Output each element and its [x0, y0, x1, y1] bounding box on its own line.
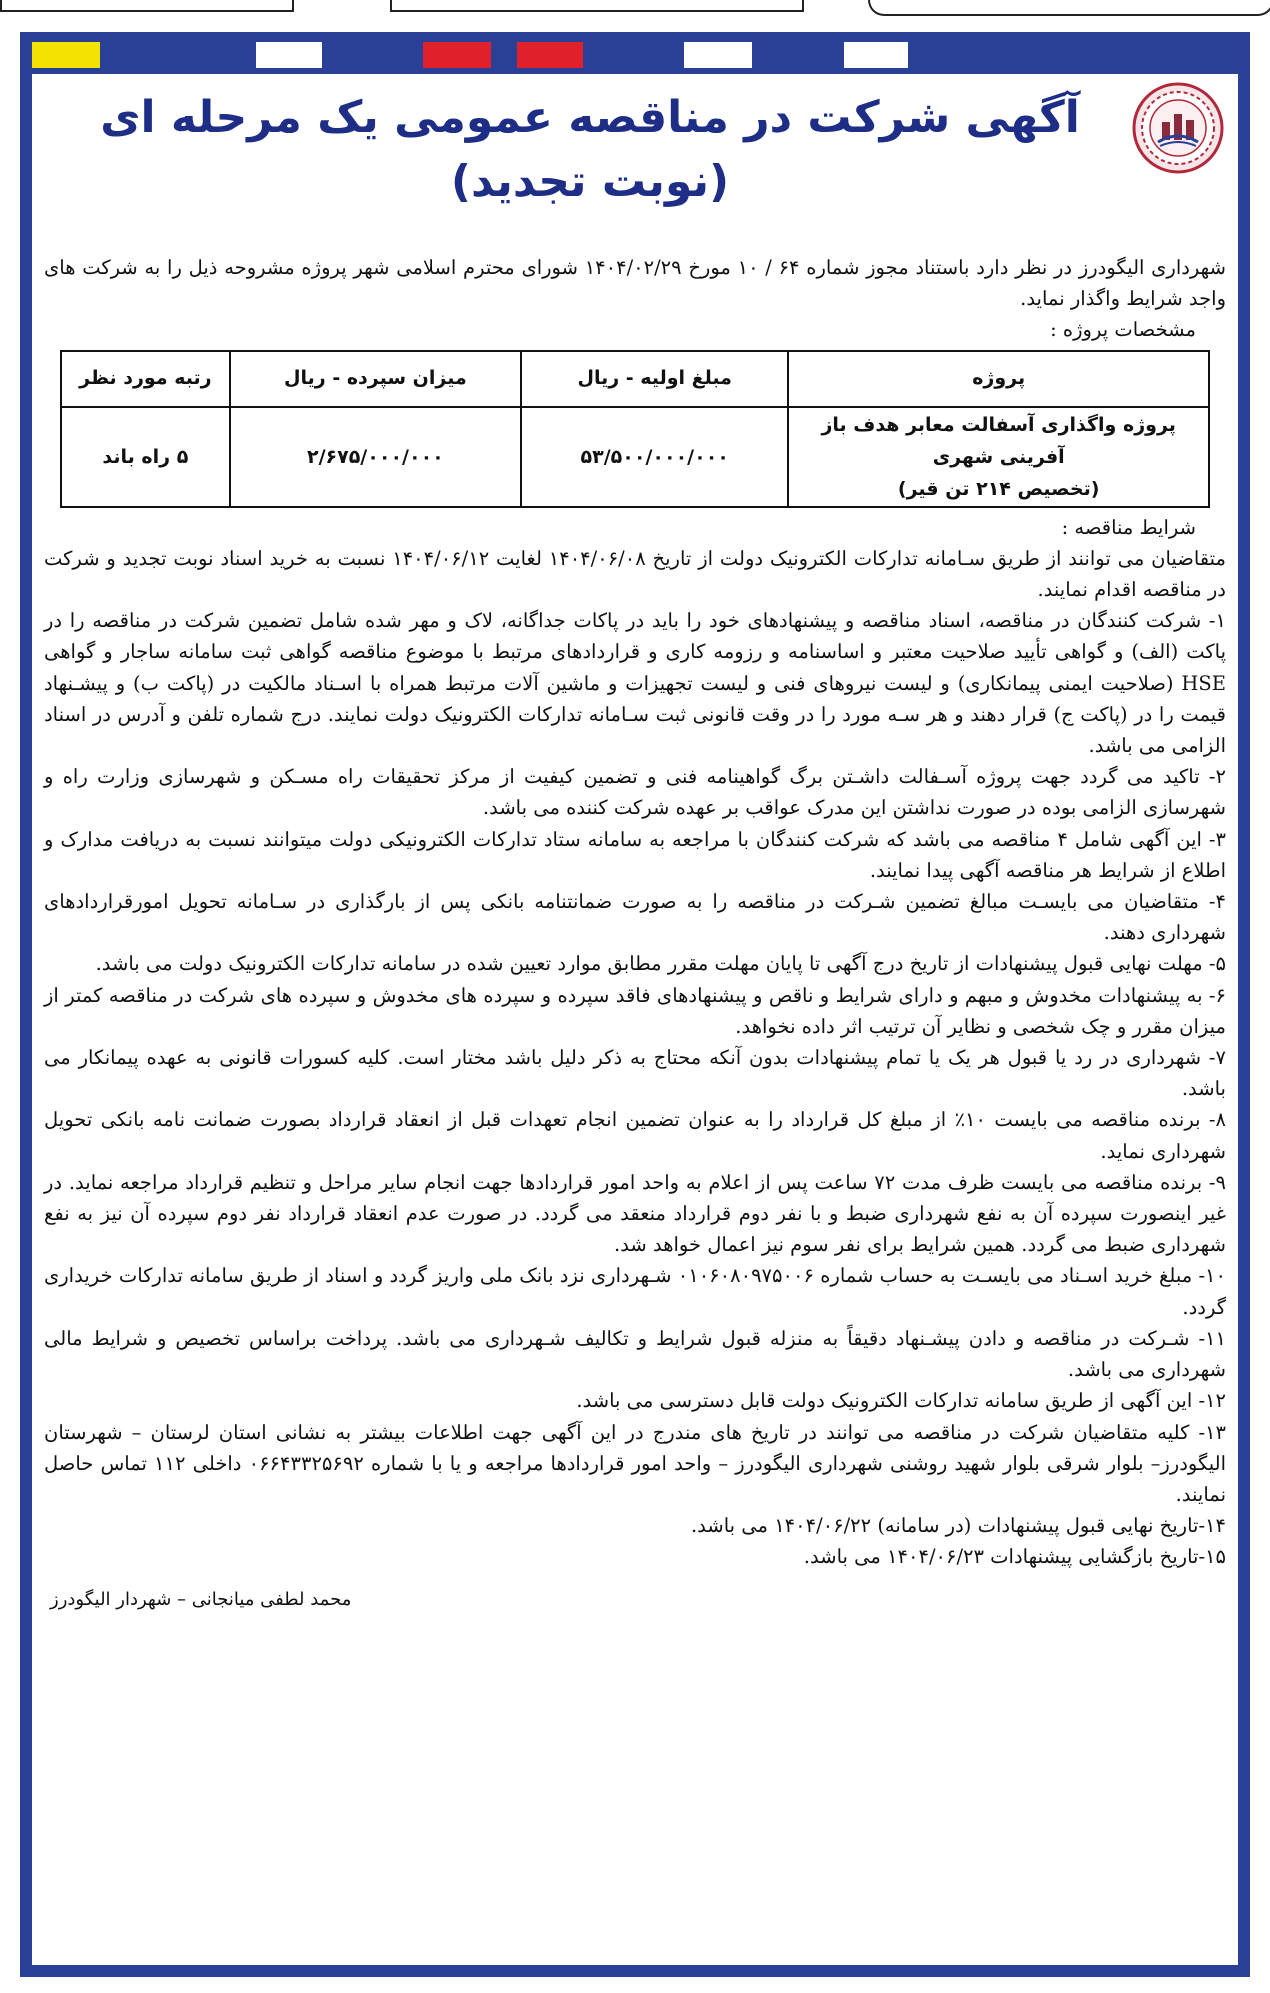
intro-paragraph: شهرداری الیگودرز در نظر دارد باستناد مجوز شماره ۶۴ / ۱۰ مورخ ۱۴۰۴/۰۲/۲۹ شورای محترم اسلامی شهر پروژه مشروحه ذیل را به شرکت های واجد شرایط واگذار نماید.	[44, 256, 1227, 311]
project-table	[60, 350, 1210, 508]
condition-item: ۱۱- شـرکت در مناقصه و دادن پیشـنهاد دقیقاً به منزله قبول شرایط و تکالیف شـهرداری می باشد. پرداخت براساس تخصیص و شرایط مالی شهرداری می باشد.	[44, 1326, 1226, 1382]
project-allocation: (تخصیص ۲۱۴ تن قیر)	[897, 477, 1100, 500]
signature-block	[44, 1583, 1226, 1615]
conditions-intro: متقاضیان می توانند از طریق سـامانه تدارکات الکترونیک دولت از تاریخ ۱۴۰۴/۰۶/۰۸ لغایت ۱۴۰۴/۰۶/۱۲ نسبت به خرید اسناد نوبت تجدید و شرکت در مناقصه اقدام نمایند.	[44, 546, 1226, 602]
signature: محمد لطفی میانجانی – شهردار الیگودرز	[50, 1588, 352, 1610]
top-box-middle	[390, 0, 804, 12]
announcement-title	[72, 86, 1108, 214]
condition-item: ۱۳- کلیه متقاضیان شرکت در مناقصه می توانند در تاریخ های مندرج در این آگهی جهت اطلاعات بیشتر به نشانی استان لرستان – شهرستان الیگودرز– بلوار شرقی بلوار شهید روشنی شهرداری الیگودرز – واحد امور قراردادها مراجعه و یا با شماره ۰۶۶۴۳۳۲۵۶۹۲ داخلی ۱۱۲ تماس حاصل نمایند.	[44, 1420, 1226, 1506]
top-box-left	[0, 0, 294, 12]
project-name: پروژه واگذاری آسفالت معابر هدف باز آفرینی شهری	[821, 413, 1176, 468]
conditions-label: شرایط مناقصه :	[1061, 515, 1196, 539]
header-deposit: میزان سپرده - ریال	[230, 351, 521, 407]
title-line-1: آگهی شرکت در مناقصه عمومی یک مرحله ای	[100, 92, 1080, 143]
white-bar	[844, 42, 908, 68]
header-base-amount: مبلغ اولیه - ریال	[521, 351, 788, 407]
table-row	[61, 407, 1209, 507]
announcement-body	[32, 74, 1238, 1965]
condition-item: ۹- برنده مناقصه می بایست ظرف مدت ۷۲ ساعت پس از اعلام به واحد امور قراردادها جهت انجام سایر مراحل و تنظیم قرارداد مراجعه نماید. در غیر اینصورت سپرده آن به نفع شهرداری ضبط و با نفر دوم قرارداد منعقد می گردد. در صورت عدم انعقاد قرارداد نفر دوم سپرده آن نیز به نفع شهرداری ضبط می گردد. همین شرایط برای نفر سوم نیز اعمال خواهد شد.	[44, 1170, 1227, 1257]
yellow-bar	[32, 42, 100, 68]
color-bars	[20, 32, 1250, 72]
condition-item: ۲- تاکید می گردد جهت پروژه آسـفالت داشـتن برگ گواهینامه فنی و تضمین کیفیت از مرکز تحقیقات راه مسـکن و شهرسازی وزارت راه و شهرسازی الزامی بوده در صورت نداشتن این مدرک عواقب بر عهده شرکت کننده می باشد.	[44, 765, 1226, 820]
condition-item: ۷- شهرداری در رد یا قبول هر یک یا تمام پیشنهادات بدون آنکه محتاج به ذکر دلیل باشد مختار است. کلیه کسورات قانونی به عهده پیمانکار می باشد.	[44, 1046, 1226, 1101]
specs-label: مشخصات پروژه :	[1050, 318, 1196, 342]
table-header-row	[61, 351, 1209, 407]
condition-item: ۱۵-تاریخ بازگشایی پیشنهادات ۱۴۰۴/۰۶/۲۳ می باشد.	[803, 1545, 1226, 1569]
red-bar	[517, 42, 583, 68]
cell-project	[788, 407, 1209, 507]
header-project: پروژه	[788, 351, 1209, 407]
header-grade: رتبه مورد نظر	[61, 351, 230, 407]
condition-item: ۱۰- مبلغ خرید اسـناد می بایسـت به حساب شماره ۰۱۰۶۰۸۰۹۷۵۰۰۶ شـهرداری نزد بانک ملی واریز گردد و اسناد از طریق سامانه تدارکات خریداری گردد.	[44, 1264, 1226, 1319]
condition-item: ۱۲- این آگهی از طریق سامانه تدارکات الکترونیک دولت قابل دسترسی می باشد.	[576, 1389, 1226, 1413]
top-box-right	[868, 0, 1270, 16]
cell-grade: ۵ راه باند	[61, 407, 230, 507]
condition-item: ۶- به پیشنهادات مخدوش و مبهم و دارای شرایط و ناقص و پیشنهادهای فاقد سپرده و سپرده های مخدوش و سپرده های شرکت در مناقصه کمتر از میزان مقرر و چک شخصی و نظایر آن ترتیب اثر داده نخواهد.	[44, 983, 1226, 1038]
title-line-2: (نوبت تجدید)	[450, 156, 730, 207]
top-strip	[0, 0, 1270, 20]
condition-item: ۱۴-تاریخ نهایی قبول پیشنهادات (در سامانه) ۱۴۰۴/۰۶/۲۲ می باشد.	[690, 1514, 1226, 1538]
cell-base-amount: ۵۳/۵۰۰/۰۰۰/۰۰۰	[521, 407, 788, 507]
condition-item: ۸- برنده مناقصه می بایست ۱۰٪ از مبلغ کل قرارداد را به عنوان تضمین انجام تعهدات قبل از انعقاد قرارداد بصورت ضمانت نامه بانکی تحویل شهرداری نماید.	[44, 1108, 1226, 1163]
condition-item: ۵- مهلت نهایی قبول پیشنهادات از تاریخ درج آگهی تا پایان مهلت مقرر مطابق موارد تعیین شده در سامانه تدارکات الکترونیک دولت می باشد.	[95, 952, 1226, 976]
cell-deposit: ۲/۶۷۵/۰۰۰/۰۰۰	[230, 407, 521, 507]
condition-item: ۴- متقاضیان می بایسـت مبالغ تضمین شـرکت در مناقصه را به صورت ضمانتنامه بانکی پس از بارگذاری در سـامانه تحویل امورقراردادهای شهرداری دهند.	[44, 890, 1226, 945]
red-bar	[423, 42, 491, 68]
condition-item: ۳- این آگهی شامل ۴ مناقصه می باشد که شرکت کنندگان با مراجعه به سامانه ستاد تدارکات الکترونیکی دولت میتوانند نسبت به دریافت مدارک و اطلاع از شرایط هر مناقصه آگهی پیدا نمایند.	[44, 827, 1226, 882]
white-bar	[684, 42, 752, 68]
announcement-frame	[20, 32, 1250, 1977]
announcement-content	[44, 252, 1226, 1615]
municipality-logo-icon	[1130, 80, 1226, 176]
white-bar	[256, 42, 322, 68]
condition-item: ۱- شرکت کنندگان در مناقصه، اسناد مناقصه و پیشنهادهای خود را باید در پاکات جداگانه، لاک و مهر شده شامل تضمین شرکت در مناقصه را در پاکت (الف) و گواهی تأیید صلاحیت معتبر و اساسنامه و رزومه کاری و قراردادهای مرتبط با موضوع مناقصه گواهی ثبت سامانه ساجار و گواهی HSE (صلاحیت ایمنی پیمانکاری) و لیست نیروهای فنی و لیست تجهیزات و ماشین آلات مرتبط همراه با اسـناد مالکیت در (پاکت ب) و پیشـنهاد قیمت را در (پاکت ج) قرار دهند و هر سـه مورد را در وقت قانونی ثبت سـامانه تدارکات الکترونیک دولت نمایند. درج شماره تلفن و آدرس در اسناد الزامی می باشد.	[44, 609, 1226, 758]
